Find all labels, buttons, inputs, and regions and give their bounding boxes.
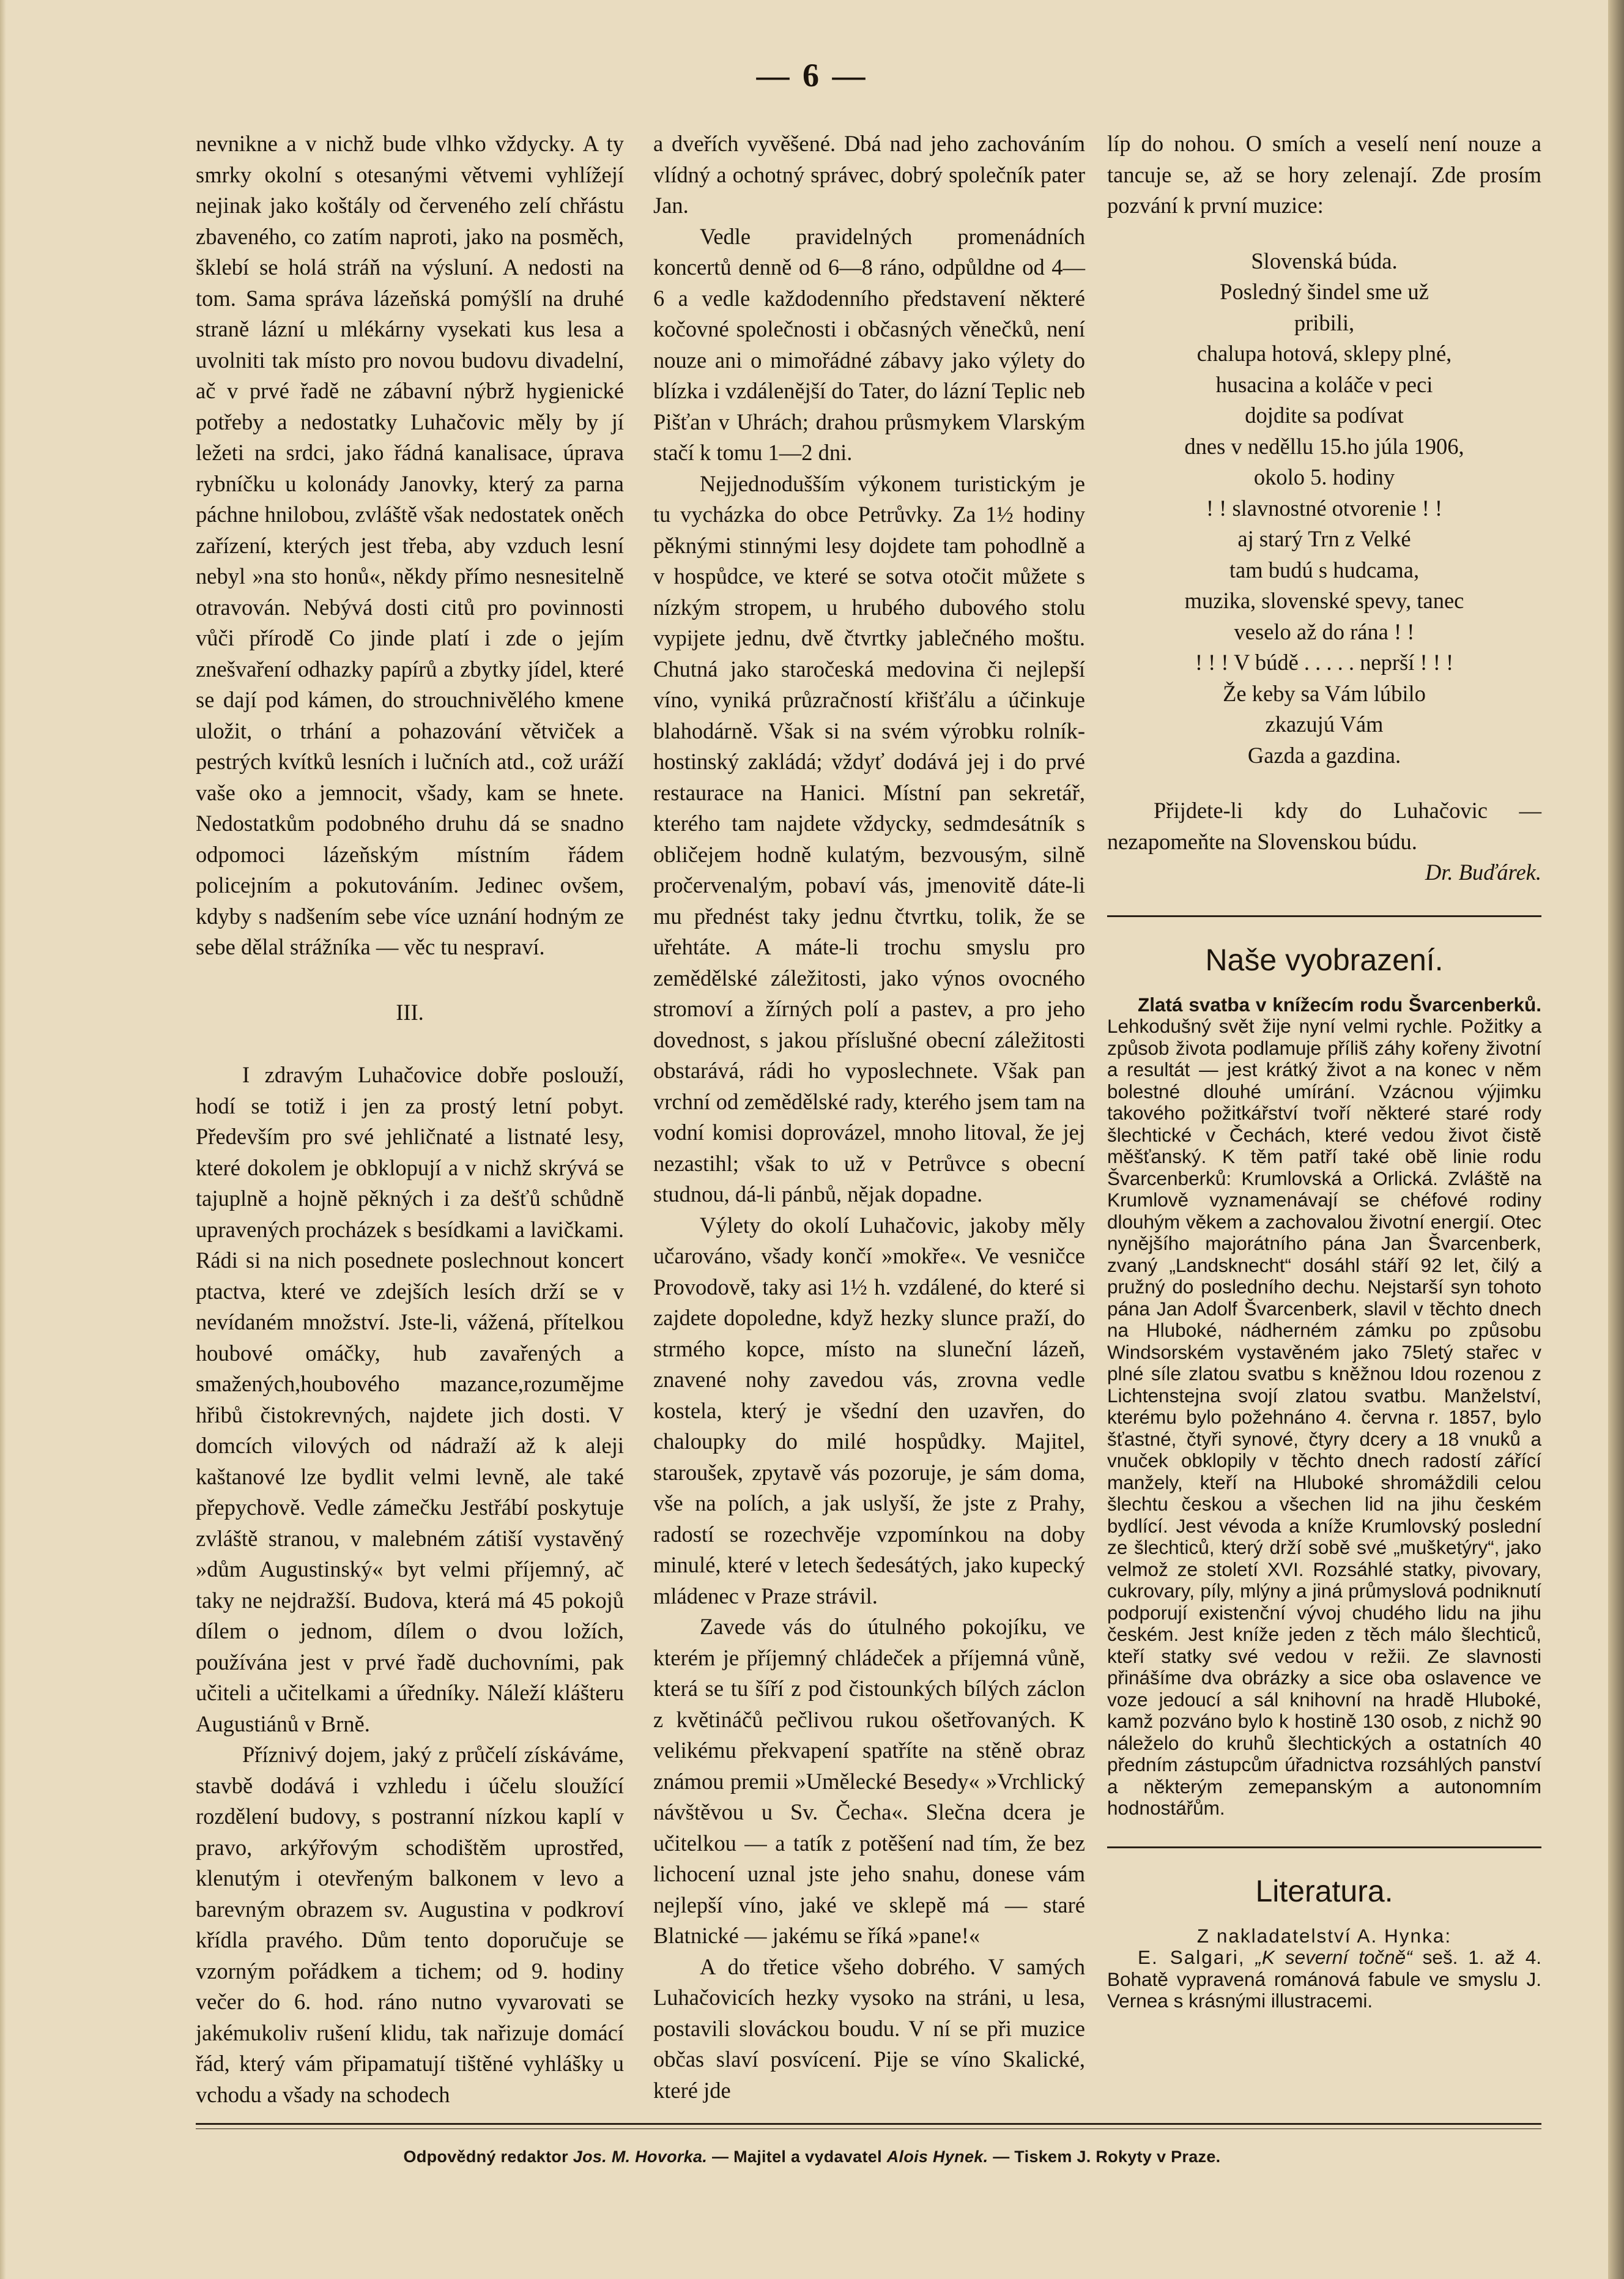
poem-line: ! ! slavnostné otvorenie ! ! bbox=[1206, 495, 1443, 521]
page-number: — 6 — bbox=[756, 57, 868, 94]
poem-line: husacina a koláče v peci bbox=[1215, 371, 1433, 397]
poem-line: dnes v neděllu 15.ho júla 1906, bbox=[1184, 433, 1464, 459]
poem-line: veselo až do rána ! ! bbox=[1234, 619, 1415, 644]
section-divider bbox=[1107, 1846, 1541, 1848]
poem-line: Slovenská búda. bbox=[1251, 248, 1398, 273]
col2-paragraph-4: Výlety do okolí Luhačovic, jakoby měly učarováno, všady končí »mokře«. Ve vesničce Provodově, taky asi 1½ h. vzdálené, do které si zajdete dopoledne, když hezky slunce praží, do strmého kopce, místo na sluneční lázeň, znavené nohy zavedou vás, zrovna vedle kostela, který je všední den uzavřen, do chaloupky do milé hospůdky. Majitel, staroušek, zpytavě vás pozoruje, je sám doma, vše na polích, a jak uslyší, že jste z Prahy, radostí se rozechvěje vzpomínkou na doby minulé, které v letech šedesátých, jako kupecký mládenec v Praze strávil. bbox=[653, 1212, 1085, 1608]
footer-publisher: Alois Hynek. bbox=[886, 2147, 988, 2166]
col1-paragraph-1: nevnikne a v nichž bude vlhko vždycky. A ty smrky okolní s otesanými větvemi vyhlížejí nejinak jako koštály od červeného zelí chřástu zbaveného, co zatím naproti, jako na posměch, šklebí se holá stráň na výsluní. A nedosti na tom. Sama správa lázeňská pomýšlí na druhé straně lázní u mlékárny vysekati kus lesa a uvolniti tak místo pro novou budovu divadelní, ač v prvé řadě ne zábavní nýbrž hygienické potřeby a nedostatky Luhačovic měly by jí ležeti na srdci, jako řádná kanalisace, úprava rybníčku u kolonády Janovky, který za parna páchne hnilobou, zvláště však nedostatek oněch zařízení, kterých jest třeba, aby vzduch lesní nebyl »na sto honů«, někdy přímo nesnesitelně otravován. Nebývá dosti citů pro povinnosti vůči přírodě Co jinde platí i zde o jejím znešvaření odhazky papírů a zbytky jídel, které se dají pod kámen, do strouchnivělého kmene uložit, o trhání a pohazování větviček a pestrých kvítků lesních i lučních atd., což uráží vaše oko a jemnocit, všady, kam se hnete. Nedostatkům podobného druhu dá se snadno odpomoci lázeňským místním řádem policejním a pokutováním. Jedinec ovšem, kdyby s nadšením sebe více uznání hodným ze sebe dělal strážníka — věc tu nespraví. bbox=[196, 131, 624, 959]
footer-editor: Jos. M. Hovorka. bbox=[573, 2147, 708, 2166]
col3-paragraph-2: Přijdete-li kdy do Luhačovic — nezapomeňte na Slovenskou búdu. bbox=[1107, 798, 1541, 854]
literature-description: seš. 1. až 4. Bohatě vypravená románová fabule ve smyslu J. Vernea s krásnými illustracemi. bbox=[1107, 1946, 1541, 2012]
poem-line: Posledný šindel sme už bbox=[1220, 279, 1429, 304]
column-3 bbox=[1107, 128, 1541, 2012]
section-divider bbox=[1107, 915, 1541, 917]
col2-paragraph-2: Vedle pravidelných promenádních koncertů denně od 6—8 ráno, odpůldne od 4—6 a vedle každodenního představení některé kočovné společnosti i občasných věnečků, není nouze ani o mimořádné zábavy jako výlety do blízka i vzdálenější do Tater, do lázní Teplic neb Pišťan v Uhrách; drahou průsmykem Vlarským stačí k tomu 1—2 dni. bbox=[653, 223, 1085, 465]
poem-line: zkazujú Vám bbox=[1265, 712, 1384, 737]
poem-line: dojdite sa podívat bbox=[1245, 403, 1404, 428]
poem-line: ! ! ! V búdě . . . . . neprší ! ! ! bbox=[1195, 650, 1454, 675]
col2-paragraph-6: A do třetice všeho dobrého. V samých Luhačovicích hezky vysoko na stráni, u lesa, postavili slováckou boudu. V ní se při muzice občas slaví posvícení. Pije se víno Skalické, které jde bbox=[653, 1954, 1085, 2103]
poem-line: muzika, slovenské spevy, tanec bbox=[1184, 588, 1464, 613]
article-title: Zlatá svatba v knížecím rodu Švarcenberků. bbox=[1138, 993, 1541, 1016]
footer-rule bbox=[196, 2123, 1541, 2129]
poem-line: pribili, bbox=[1294, 310, 1355, 335]
poem-line: Gazda a gazdina. bbox=[1247, 742, 1401, 768]
literature-title: „K severní točně“ bbox=[1255, 1946, 1412, 1968]
literature-publisher: Z nakladatelství A. Hynka: bbox=[1196, 1924, 1452, 1947]
article-zlata-svatba bbox=[1107, 994, 1541, 1820]
col2-paragraph-5: Zavede vás do útulného pokojíku, ve kterém je příjemný chládeček a příjemná vůně, která se tu šíří z pod čistounkých bílých záclon z květináčů pečlivou rukou ošetřovaných. K velikému překvapení spatříte na stěně obraz známou premii »Umělecké Besedy« »Vrchlický návštěvou u Sv. Čecha«. Slečna dcera je učitelkou — a tatík z potěšení nad tím, že bez lichocení uznal jste jeho snahu, donese vám nejlepší víno, jaké ve sklepě má — staré Blatnické — jakému se říká »pane!« bbox=[653, 1614, 1085, 1948]
footer-part-2: — Majitel a vydavatel bbox=[711, 2147, 882, 2166]
poem-line: Že keby sa Vám lúbilo bbox=[1223, 680, 1426, 706]
footer-part-1: Odpovědný redaktor bbox=[403, 2147, 568, 2166]
poem-line: chalupa hotová, sklepy plné, bbox=[1196, 341, 1452, 366]
literature-entry bbox=[1107, 1925, 1541, 2012]
column-1 bbox=[196, 128, 624, 2110]
col1-paragraph-2: I zdravým Luhačovice dobře poslouží, hodí se totiž i jen za prostý letní pobyt. Především pro své jehličnaté a listnaté lesy, které dokolem je obklopují a v nichž skrývá se tajuplně a hojně pěkných i za dešťů schůdně upravených procházek s besídkami a lavičkami. Rádi si na nich posednete poslechnout koncert ptactva, které ve zdejších lesích drží se v nevídaném množství. Jste-li, vážená, přítelkou houbové omáčky, hub zavařených a smažených,houbového mazance,rozumějme hřibů čistokrevných, najdete jich dosti. V domcích vilových od nádraží až k aleji kaštanové lze bydlit velmi levně, ale také přepychově. Vedle zámečku Jestřábí poskytuje zvláště stranou, v malebném zátiší vystavěný »dům Augustinský« byt velmi příjemný, ač taky ne nejdražší. Budova, která má 45 pokojů dílem o jednom, dílem o dvou ložích, používána jest v prvé řadě duchovními, pak učiteli a učitelkami a úředníky. Náleží klášteru Augustiánů v Brně. bbox=[196, 1062, 624, 1736]
column-2 bbox=[653, 128, 1085, 2106]
page-edge-left bbox=[0, 0, 6, 2279]
footer-part-3: — Tiskem J. Rokyty v Praze. bbox=[993, 2147, 1221, 2166]
heading-nase-vyobrazeni: Naše vyobrazení. bbox=[1205, 942, 1444, 977]
poem-line: okolo 5. hodiny bbox=[1253, 464, 1395, 489]
poem-line: tam budú s hudcama, bbox=[1229, 557, 1420, 582]
literature-author: E. Salgari, bbox=[1138, 1946, 1245, 1968]
col2-paragraph-3: Nejjednodušším výkonem turistickým je tu vycházka do obce Petrůvky. Za 1½ hodiny pěknými stinnými lesy dojdete tam pohodlně a v hospůdce, ve které se sotva otočit můžete s nízkým stropem, u hrubého dubového stolu vypijete jednu, dvě čtvrtky jablečného moštu. Chutná jako staročeská medovina či nejlepší víno, vyniká průzračností křišťálu a účinkuje blahodárně. Však si na svém výrobku rolník-hostinský zakládá; vždyť dodává jej i do prvé restaurace na Hanici. Místní pan sekretář, kterého tam najdete vždycky, sedmdesátník s obličejem hodně kulatým, bezvousým, silně pročervenalým, pobaví vás, jmenovitě dáte-li mu přednést taky jednu čtvrtku, tolik, že se uřehtáte. A máte-li trochu smyslu pro zemědělské záležitosti, jako výnos ovocného stromoví a žírných polí a pastev, a pro jeho dovednost, s jakou příslušné obecní záležitosti obstarává, rádi ho vyposlechnete. Však pan vrchní od zemědělské rady, kterého jsem tam na vodní komisi doprovázel, mnoho litoval, že jej nezastihl; však to už v Petrůvce s obecní studnou, dá-li pánbů, nějak dopadne. bbox=[653, 470, 1085, 1206]
col3-paragraph-1: líp do nohou. O smích a veselí není nouze a tancuje se, až se hory zelenají. Zde prosím pozvání k první muzice: bbox=[1107, 131, 1541, 218]
page-edge-right bbox=[1608, 0, 1624, 2279]
heading-literatura: Literatura. bbox=[1255, 1873, 1393, 1908]
col1-paragraph-3: Příznivý dojem, jaký z průčelí získáváme, stavbě dodává i vzhledu i účelu sloužící rozdělení budovy, s postranní nízkou kaplí v pravo, arkýřovým schodištěm uprostřed, klenutým i otevřeným balkonem v levo a barevným obrazem sv. Augustina v podkroví křídla pravého. Dům tento doporučuje se vzorným pořádkem a tichem; od 9. hodiny večer do 6. hod. ráno nutno vyvarovati se jakémukoliv rušení klidu, tak nařizuje domácí řád, který vám připamatují tištěné vyhlášky u vchodu a všady na schodech bbox=[196, 1742, 624, 2107]
article-body: Lehkodušný svět žije nyní velmi rychle. Požitky a způsob života podlamuje příliš záhy kořeny životní a resultát — jest krátký život a na konec v něm bolestné dlouhé umírání. Vzácnou výjimku takového požitkářství tvoří některé staré rody šlechtické v Čechách, které vedou život čistě měšťanský. K těm patří také obě linie rodu Švarcenberků: Krumlovská a Orlická. Zvláště na Krumlově vyznamenávají se chéfové rodiny dlouhým věkem a zachovalou životní energií. Otec nynějšího majorátního pána Jan Švarcenberk, zvaný „Landsknecht“ dosáhl stáří 92 let, čilý a pružný do posledního dechu. Nejstarší syn tohoto pána Jan Adolf Švarcenberk, slavil v těchto dnech na Hluboké, nádherném zámku po způsobu Windsorském vystavěném jako 75letý stařec v plné síle zlatou svatbu s kněžnou Idou rozenou z Lichtenstejna svojí zlatou svatbu. Manželství, kterému bylo požehnáno 4. června r. 1857, bylo šťastné, čtyři synové, čtyry dcery a 18 vnuků a vnuček obklopily v těchto dnech radostí zářící manžely, kteří na Hluboké shromáždili celou šlechtu českou a všechen lid na jihu českém bydlící. Jest vévoda a kníže Krumlovský poslední ze šlechticů, který drží sobě své „mušketýry“, jako velmož ze století XVI. Rozsáhlé statky, pivovary, cukrovary, píly, mlýny a jiná průmyslová podniknutí podporují existenční vývoj chudého lidu na jihu českém. Jest kníže jeden z těch málo šlechticů, kteří statky své vedou v režii. Ze slavnosti přinášíme dva obrázky a sice oba oslavence ve voze jedoucí a sál knihovní na hradě Hluboké, kamž pozváno bylo k hostině 130 osob, z nichž 90 náleželo do kruhů šlechtických a ostatních 40 předním zástupcům úřadnictva rozsáhlých panství a některým zemepanským a autonomním hodnostářům. bbox=[1107, 1015, 1541, 1819]
poem-line: aj starý Trn z Velké bbox=[1237, 526, 1411, 551]
section-number: III. bbox=[396, 999, 424, 1025]
signature-text: Dr. Buďárek. bbox=[1425, 860, 1541, 885]
imprint-footer bbox=[0, 2147, 1624, 2166]
col2-paragraph-1: a dveřích vyvěšené. Dbá nad jeho zachováním vlídný a ochotný správec, dobrý společník pater Jan. bbox=[653, 131, 1085, 218]
invitation-poem bbox=[1107, 246, 1541, 771]
author-signature bbox=[1107, 857, 1541, 888]
